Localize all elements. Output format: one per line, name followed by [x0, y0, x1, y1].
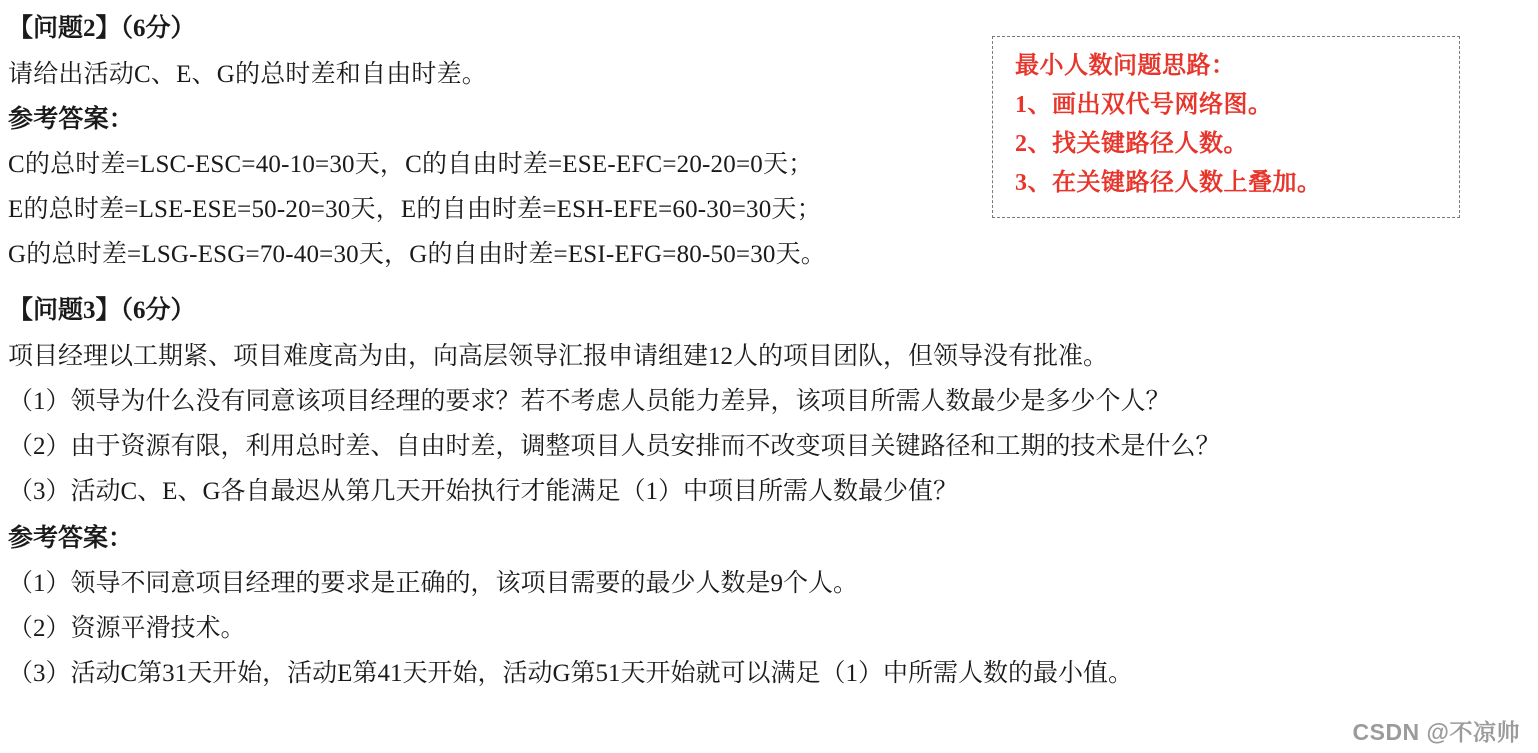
question-3-sub-question: （2）由于资源有限，利用总时差、自由时差，调整项目人员安排而不改变项目关键路径和工期的技术是什么？ — [8, 433, 1221, 460]
callout-title: 最小人数问题思路： — [1015, 53, 1236, 79]
question-3-answer-line: （1）领导不同意项目经理的要求是正确的，该项目需要的最少人数是9个人。 — [8, 570, 859, 597]
question-2-answer-line: C的总时差=LSC-ESC=40-10=30天，C的自由时差=ESE-EFC=20-20=0天； — [8, 151, 814, 178]
question-3-prompt: 项目经理以工期紧、项目难度高为由，向高层领导汇报申请组建12人的项目团队，但领导没有批准。 — [8, 343, 1109, 370]
watermark: CSDN @不凉帅 — [1352, 719, 1520, 745]
question-3-heading: 【问题3】（6分） — [8, 297, 196, 324]
question-2-block — [8, 6, 988, 277]
question-2-answer-line: G的总时差=LSG-ESG=70-40=30天，G的自由时差=ESI-EFG=80-50=30天。 — [8, 241, 826, 268]
question-2-answer-label: 参考答案： — [8, 106, 135, 133]
question-3-answer-line: （2）资源平滑技术。 — [8, 615, 246, 642]
question-3-sub-question: （3）活动C、E、G各自最迟从第几天开始执行才能满足（1）中项目所需人数最少值？ — [8, 478, 959, 505]
callout-item: 2、找关键路径人数。 — [1015, 131, 1248, 157]
question-2-answer-line: E的总时差=LSE-ESE=50-20=30天，E的自由时差=ESH-EFE=60-30=30天； — [8, 196, 822, 223]
question-3-block — [8, 288, 1508, 696]
callout-item: 3、在关键路径人数上叠加。 — [1015, 170, 1322, 196]
callout-item: 1、画出双代号网络图。 — [1015, 92, 1273, 118]
callout-box — [992, 36, 1460, 218]
question-3-sub-question: （1）领导为什么没有同意该项目经理的要求？若不考虑人员能力差异，该项目所需人数最少是多少个人？ — [8, 388, 1171, 415]
question-3-answer-label: 参考答案： — [8, 525, 134, 552]
question-3-answers — [8, 516, 1508, 696]
question-3-answer-line: （3）活动C第31天开始，活动E第41天开始，活动G第51天开始就可以满足（1）中所需人数的最小值。 — [8, 660, 1134, 687]
question-2-heading: 【问题2】（6分） — [8, 15, 196, 42]
question-2-prompt: 请给出活动C、E、G的总时差和自由时差。 — [8, 61, 488, 88]
